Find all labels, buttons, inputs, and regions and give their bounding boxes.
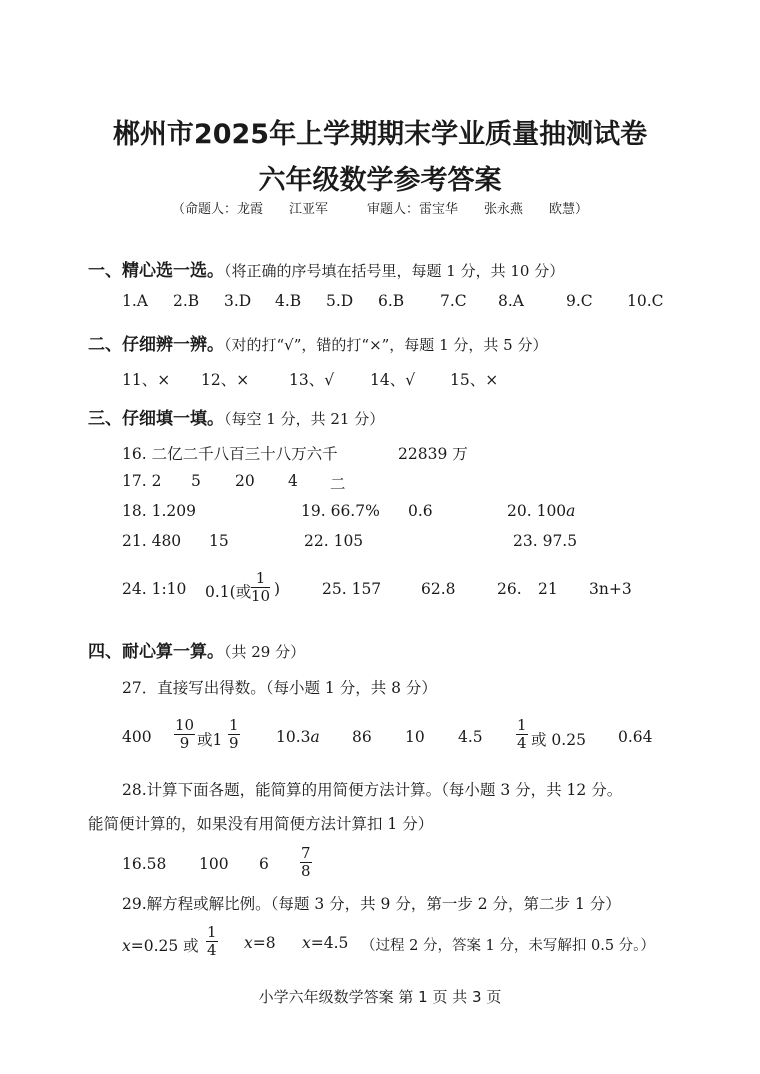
s1-answer: 9.C xyxy=(566,292,593,310)
q28-answer: 100 xyxy=(199,855,229,873)
q27-title: 27．直接写出得数。（每小题 1 分，共 8 分） xyxy=(122,679,437,697)
q27-or-label: 或 0.25 xyxy=(531,731,586,749)
q16-answer: 22839 万 xyxy=(398,445,468,463)
q28-title-cont: 能简便计算的，如果没有用简便方法计算扣 1 分） xyxy=(88,815,434,833)
fraction-denominator: 4 xyxy=(517,734,527,752)
q27-answer: 4.5 xyxy=(458,728,483,746)
s1-answer: 2.B xyxy=(173,292,200,310)
q19-answer: 0.6 xyxy=(408,502,433,520)
q27-answer: 86 xyxy=(352,728,372,746)
q29-variable: x xyxy=(244,934,253,952)
section-4-note: （共 29 分） xyxy=(224,643,306,661)
q29-fraction xyxy=(206,924,218,959)
q27-answer: 0.64 xyxy=(618,728,653,746)
section-2-heading xyxy=(88,330,547,355)
q16-answer: 16. 二亿二千八百三十八万六千 xyxy=(122,445,338,463)
authors-line: （命题人：龙霞 江亚军 审题人：雷宝华 张永燕 欧慧） xyxy=(171,202,588,217)
q27-fraction xyxy=(174,717,195,752)
q26-answer: 21 xyxy=(538,580,558,598)
q29-note: （过程 2 分，答案 1 分，未写解扣 0.5 分。） xyxy=(361,938,655,954)
q27-value: 10.3 xyxy=(276,728,311,746)
fraction-denominator: 9 xyxy=(179,734,190,752)
q29-variable: x xyxy=(302,934,311,952)
fraction-denominator: 8 xyxy=(301,862,311,880)
section-3-note: （每空 1 分，共 21 分） xyxy=(224,410,385,428)
q22-answer: 22. 105 xyxy=(304,532,364,550)
q18-answer: 18. 1.209 xyxy=(122,502,196,520)
q29-answer xyxy=(122,934,199,956)
q29-value: =8 xyxy=(252,934,276,952)
page-footer: 小学六年级数学答案 第 1 页 共 3 页 xyxy=(258,988,502,1006)
section-3-title: 三、仔细填一填。 xyxy=(88,409,224,429)
q28-answer: 16.58 xyxy=(122,855,167,873)
page-title: 郴州市2025年上学期期末学业质量抽测试卷 xyxy=(112,119,648,150)
s2-answer: 15、× xyxy=(450,371,499,389)
q29-title: 29.解方程或解比例。（每题 3 分，共 9 分，第一步 2 分，第二步 1 分） xyxy=(122,895,621,913)
s2-answer: 12、× xyxy=(201,371,250,389)
s1-answer: 7.C xyxy=(440,292,467,310)
q25-answer: 25. 157 xyxy=(322,580,382,598)
q29-answer xyxy=(302,934,348,952)
fraction-denominator: 9 xyxy=(229,734,239,752)
q27-fraction xyxy=(516,717,528,752)
section-4-title: 四、耐心算一算。 xyxy=(88,642,224,662)
q17-answer: 17. 2 xyxy=(122,472,162,490)
fraction-numerator: 1 xyxy=(251,570,270,588)
q24-close-paren: ) xyxy=(274,580,281,598)
q17-answer: 4 xyxy=(288,472,298,490)
q20-answer xyxy=(507,502,575,520)
q29-value: =4.5 xyxy=(310,934,349,952)
s2-answer: 11、× xyxy=(122,371,171,389)
section-1-note: （将正确的序号填在括号里，每题 1 分，共 10 分） xyxy=(224,262,565,280)
q28-answer: 6 xyxy=(259,855,269,873)
fraction-denominator: 10 xyxy=(251,587,271,605)
s1-answer: 10.C xyxy=(627,292,664,310)
q28-fraction xyxy=(300,845,312,880)
q24-fraction xyxy=(251,570,270,605)
q17-answer: 5 xyxy=(191,472,201,490)
section-1-title: 一、精心选一选。 xyxy=(88,261,224,281)
q29-variable: x xyxy=(122,937,131,955)
q24-answer: 24. 1:10 xyxy=(122,580,187,598)
section-4-heading xyxy=(88,637,305,662)
q27-variable: a xyxy=(310,728,320,746)
q26-answer: 3n+3 xyxy=(589,580,632,598)
s2-answer: 14、√ xyxy=(370,371,416,389)
section-3-heading xyxy=(88,404,384,429)
fraction-denominator: 4 xyxy=(207,941,217,959)
q25-answer: 62.8 xyxy=(421,580,456,598)
q21-answer: 21. 480 xyxy=(122,532,182,550)
s1-answer: 6.B xyxy=(378,292,405,310)
s1-answer: 4.B xyxy=(275,292,302,310)
section-2-note: （对的打“√”，错的打“×”，每题 1 分，共 5 分） xyxy=(224,336,548,354)
s1-answer: 5.D xyxy=(326,292,354,310)
q26-label: 26. xyxy=(497,580,522,598)
fraction-numerator: 10 xyxy=(175,716,195,734)
q21-answer: 15 xyxy=(209,532,229,550)
q23-answer: 23. 97.5 xyxy=(513,532,578,550)
s1-answer: 3.D xyxy=(224,292,252,310)
q17-answer: 20 xyxy=(235,472,255,490)
q27-answer xyxy=(276,728,320,746)
q29-answer xyxy=(244,934,276,952)
fraction-numerator: 7 xyxy=(301,844,311,862)
section-2-title: 二、仔细辨一辨。 xyxy=(88,335,224,355)
q29-value: =0.25 或 xyxy=(130,937,199,955)
fraction-numerator: 1 xyxy=(229,716,239,734)
q17-answer: 二 xyxy=(330,475,346,493)
s1-answer: 1.A xyxy=(122,292,148,310)
q27-answer: 400 xyxy=(122,728,152,746)
q20-value: 20. 100 xyxy=(507,502,567,520)
page-subtitle: 六年级数学参考答案 xyxy=(258,165,502,196)
q24-alt-answer: 0.1(或 xyxy=(205,583,252,601)
q27-answer: 10 xyxy=(405,728,425,746)
section-1-heading xyxy=(88,256,564,281)
s2-answer: 13、√ xyxy=(289,371,335,389)
q28-title: 28.计算下面各题，能简算的用简便方法计算。（每小题 3 分，共 12 分。 xyxy=(122,781,623,799)
s1-answer: 8.A xyxy=(498,292,524,310)
q27-or-label: 或1 xyxy=(197,731,223,749)
q19-answer: 19. 66.7% xyxy=(301,502,380,520)
fraction-numerator: 1 xyxy=(207,923,217,941)
q27-fraction xyxy=(228,717,240,752)
fraction-numerator: 1 xyxy=(517,716,527,734)
q20-variable: a xyxy=(566,502,576,520)
